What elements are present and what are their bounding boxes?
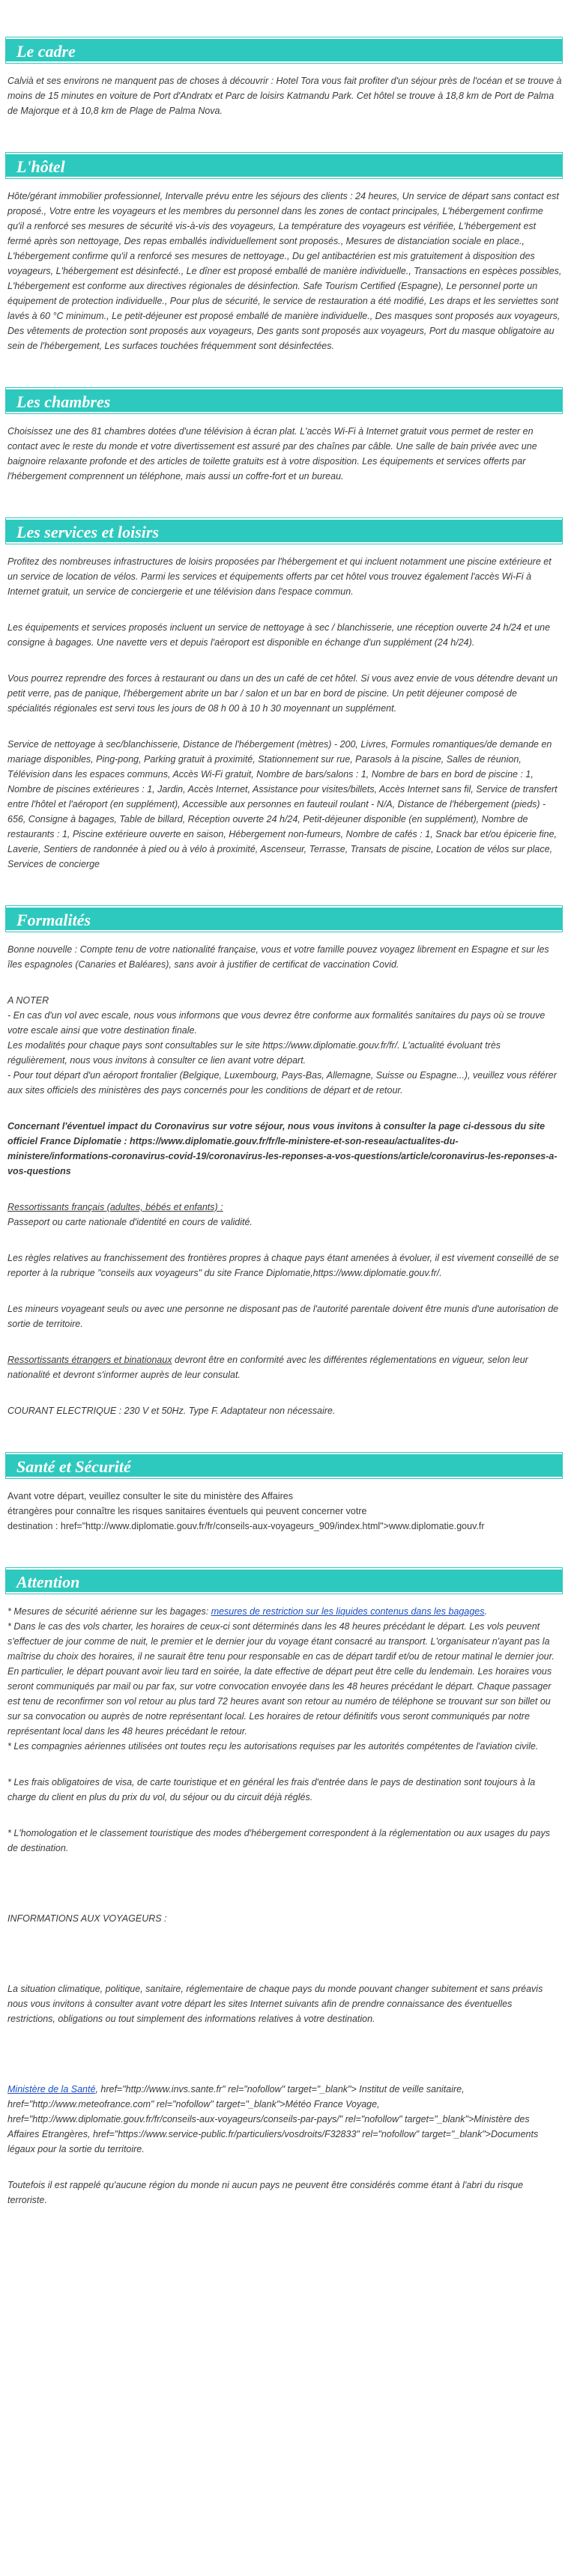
section-cadre — [6, 37, 562, 118]
coronavirus-notice: Concernant l'éventuel impact du Coronavirus sur votre séjour, nous vous invitons à consulter la page ci-dessous du site officiel France Diplomatie : https://www.diplomatie.gouv.fr/fr/le-ministere-et-son-reseau/actualites-du-ministere/informations-coronavirus-covid-19/coronavirus-les-reponses-a-vos-questions/article/coronavirus-les-reponses-a-vos-questions — [7, 1121, 558, 1176]
mandatory-fees: * Les frais obligatoires de visa, de carte touristique et en général les frais d'entrée dans le pays de destination sont toujours à la charge du client en plus du prix du vol, du séjour ou du circuit déjà réglés. — [7, 1777, 536, 1802]
situation-line: nous vous invitons à consulter avant votre départ les sites Internet suivants afin de prendre connaissance des éventuelles restrictions, obligations ou tout simplement des informations relatives à votre destination. — [7, 1999, 513, 2024]
section-formalites — [6, 906, 562, 1418]
border-rules: Les règles relatives au franchissement des frontières propres à chaque pays étant amenées à évoluer, il est vivement conseillé de se reporter à la rubrique "conseils aux voyageurs" du site France Diplomatie,https://www.diplomatie.gouv.fr/. — [7, 1253, 559, 1278]
services-paragraph: Les équipements et services proposés incluent un service de nettoyage à sec / blanchisserie, une réception ouverte 24 h/24 et une consigne à bagages. Une navette vers et depuis l'aéroport est disponible en échange d'un supplément (24 h/24). — [7, 622, 551, 648]
spacer — [7, 1764, 562, 1775]
baggage-measures — [7, 1604, 562, 1619]
minors-rules: Les mineurs voyageant seuls ou avec une personne ne disposant pas de l'autorité parentale doivent être munis d'une autorisation de sortie de territoire. — [7, 1304, 559, 1329]
situation-text — [7, 1981, 562, 2026]
spacer — [7, 1108, 562, 1119]
baggage-suffix: . — [484, 1606, 487, 1617]
spacer — [7, 1866, 562, 1911]
note-line: A NOTER — [7, 995, 49, 1006]
liquid-restrictions-link[interactable]: mesures de restriction sur les liquides contenus dans les bagages — [211, 1606, 485, 1617]
section-body-formalites — [6, 932, 562, 1418]
ministry-health-link[interactable]: Ministère de la Santé — [7, 2084, 96, 2094]
section-title-formalites: Formalités — [6, 906, 562, 932]
hotel-text: Hôte/gérant immobilier professionnel, Intervalle prévu entre les séjours des clients : 24 heures, Un service de départ sans contact est proposé., Votre entre les voyageurs et les membres du personnel dans les zones de contact principales, L'hébergement confirme qu'il a renforcé ses mesures de sécurité vis-à-vis des voyageurs, La température des voyageurs est vérifiée, L'hébergement est fermé après son nettoyage, Des repas emballés individuellement sont proposés., Mesures de distanciation sociale en place., L'hébergement confirme qu'il a renforcé ses mesures de nettoyage., Du gel antibactérien est mis gratuitement à disposition des voyageurs, L'hébergement est désinfecté., Le dîner est proposé emballé de manière individuelle., Transactions en espèces possibles, L'hébergement est conforme aux directives régionales de désinfection. Safe Tourism Certified (Espagne), Le personnel porte un équipement de protection individuelle., Pour plus de sécurité, le service de restauration a été modifié, Les draps et les serviettes sont lavés à 60 °C minimum., Le petit-déjeuner est proposé emballé de manière individuelle., Des masques sont proposés aux voyageurs, Des vêtements de protection sont proposés aux voyageurs, Des gants sont proposés aux voyageurs, Port du masque obligatoire au sein de l'hébergement, Les surfaces touchées fréquemment sont désinfectées. — [7, 191, 562, 351]
charter-schedule: * Dans le cas des vols charter, les horaires de ceux-ci sont déterminés dans les 48 heures précédant le départ. Les vols peuvent s'effectuer de jour comme de nuit, le premier et le dernier jour du voyage étant consacré au transport. L'organisateur n'ayant pas la maîtrise du choix des horaires, il ne saurait être tenu pour responsable en cas de départ tardif et/ou de retour matinal le dernier jour. En particulier, le départ pouvant avoir lieu tard en soirée, la date effective de départ peut être celle du lendemain. Les horaires vous seront communiqués par mail ou par fax, sur votre convocation envoyée dans les 48 heures précédant le départ. Chaque passager est tenu de reconfirmer son vol retour au plus tard 72 heures avant son retour au numéro de téléphone se trouvant sur son billet ou sur sa convocation ou auprès de notre représentant local. Les horaires de retour définitifs vous seront communiqués par notre représentant local dans les 48 heures précédant le retour. — [7, 1621, 555, 1737]
attention-main — [7, 1604, 562, 1754]
section-body-chambres — [6, 413, 562, 484]
spacer — [7, 1393, 562, 1403]
formalites-note — [7, 993, 562, 1098]
foreign-nationals — [7, 1352, 562, 1382]
sante-line: étrangères pour connaître les risques sanitaires éventuels qui peuvent concerner votre — [7, 1506, 367, 1516]
section-title-services: Les services et loisirs — [6, 518, 562, 544]
sante-text — [7, 1489, 562, 1534]
useful-links — [7, 2082, 562, 2157]
sante-line: destination : href="http://www.diplomatie.gouv.fr/fr/conseils-aux-voyageurs_909/index.html">www.diplomatie.gouv.fr — [7, 1521, 485, 1531]
section-title-attention: Attention — [6, 1568, 562, 1594]
spacer — [7, 1291, 562, 1301]
services-paragraph: Vous pourrez reprendre des forces à restaurant ou dans un des un café de cet hôtel. Si vous avez envie de vous détendre devant un petit verre, pas de panique, l'hébergement abrite un bar / salon et un bar en bord de piscine. Un petit déjeuner composé de spécialités régionales est servi tous les jours de 08 h 00 à 10 h 30 moyennant un supplément. — [7, 673, 558, 714]
spacer — [7, 726, 562, 737]
sante-line: Avant votre départ, veuillez consulter le site du ministère des Affaires — [7, 1491, 293, 1501]
section-body-attention — [6, 1594, 562, 2208]
section-hotel — [6, 153, 562, 353]
french-nationals-heading: Ressortissants français (adultes, bébés et enfants) : — [7, 1202, 223, 1212]
section-title-sante: Santé et Sécurité — [6, 1453, 562, 1478]
services-paragraph: Profitez des nombreuses infrastructures de loisirs proposées par l'hébergement et qui incluent notamment une piscine extérieure et un service de location de vélos. Parmi les services et équipements offerts par cet hôtel vous trouvez également l'accès Wi-Fi à Internet gratuit, un service de conciergerie et une télévision dans l'espace commun. — [7, 556, 552, 597]
section-body-services — [6, 544, 562, 872]
note-line: - En cas d'un vol avec escale, nous vous informons que vous devrez être conforme aux formalités sanitaires du pays où se trouve votre escale ainsi que votre destination finale. — [7, 1010, 546, 1036]
spacer — [7, 1189, 562, 1200]
section-title-chambres: Les chambres — [6, 388, 562, 413]
chambres-text: Choisissez une des 81 chambres dotées d'une télévision à écran plat. L'accès Wi-Fi à Internet gratuit vous permet de rester en contact avec le reste du monde et votre divertissement est assuré par des chaînes par câble. Une salle de bain privée avec une baignoire relaxante profonde et des articles de toilette gratuits est à votre disposition. Les équipements et services offerts par l'hébergement comprennent un téléphone, mais aussi un coffre-fort et un bureau. — [7, 426, 537, 482]
spacer — [7, 610, 562, 620]
spacer — [7, 982, 562, 993]
situation-line: La situation climatique, politique, sanitaire, réglementaire de chaque pays du monde pouvant changer subitement et sans préavis — [7, 1984, 543, 1994]
section-body-cadre — [6, 63, 562, 118]
spacer — [7, 1936, 562, 1981]
note-line: Les modalités pour chaque pays sont consultables sur le site https://www.diplomatie.gouv.fr/fr/. L'actualité évoluant très régulièrement, nous vous invitons à consulter ce lien avant votre départ. — [7, 1040, 501, 1066]
formalites-good-news: Bonne nouvelle : Compte tenu de votre nationalité française, vous et votre famille pouvez voyagez librement en Espagne et sur les îles espagnoles (Canaries et Baléares), sans avoir à justifier de certificat de vaccination Covid. — [7, 944, 549, 970]
foreign-nationals-text: devront être en conformité avec les différentes réglementations en vigueur, selon leur nationalité et devront s'informer auprès de leur consulat. — [7, 1355, 528, 1380]
spacer — [7, 1342, 562, 1352]
electric-current: COURANT ELECTRIQUE : 230 V et 50Hz. Type F. Adaptateur non nécessaire. — [7, 1406, 336, 1416]
baggage-prefix: * Mesures de sécurité aérienne sur les bagages: — [7, 1606, 211, 1617]
spacer — [7, 1240, 562, 1251]
section-title-cadre: Le cadre — [6, 37, 562, 63]
page — [0, 37, 568, 2208]
section-body-sante — [6, 1478, 562, 1534]
cadre-text: Calvià et ses environs ne manquent pas de choses à découvrir : Hotel Tora vous fait profiter d'un séjour près de l'océan et se trouve à moins de 15 minutes en voiture de Port d'Andratx et Parc de loisirs Katmandu Park. Cet hôtel se trouve à 18,8 km de Port de Palma de Majorque et à 10,8 km de Plage de Palma Nova. — [7, 76, 562, 116]
section-services — [6, 518, 562, 872]
foreign-nationals-heading: Ressortissants étrangers et binationaux — [7, 1355, 172, 1365]
french-nationals — [7, 1200, 562, 1230]
spacer — [7, 2167, 562, 2178]
section-attention — [6, 1568, 562, 2208]
spacer — [7, 660, 562, 671]
section-chambres — [6, 388, 562, 484]
note-line: - Pour tout départ d'un aéroport frontalier (Belgique, Luxembourg, Pays-Bas, Allemagne, Suisse ou Espagne...), veuillez vous référer aux sites officiels des ministères des pays concernés pour les conditions de départ et de retour. — [7, 1070, 557, 1096]
airlines-authorisation: * Les compagnies aériennes utilisées ont toutes reçu les autorisations requises par les autorités compétentes de l'aviation civile. — [7, 1741, 539, 1752]
french-nationals-text: Passeport ou carte nationale d'identité en cours de validité. — [7, 1217, 253, 1227]
section-body-hotel — [6, 178, 562, 353]
section-sante — [6, 1453, 562, 1534]
useful-links-text: , href="http://www.invs.sante.fr" rel="nofollow" target="_blank"> Institut de veille sanitaire, href="http://www.meteofrance.com" rel="nofollow" target="_blank">Météo France Voyage, href="http://www.diplomatie.gouv.fr/fr/conseils-aux-voyageurs/conseils-par-pays/" rel="nofollow" target="_blank">Ministère des Affaires Etrangères, href="https://www.service-public.fr/particuliers/vosdroits/F32833" rel="nofollow" target="_blank">Documents légaux pour la sortie du territoire. — [7, 2084, 539, 2154]
terror-risk: Toutefois il est rappelé qu'aucune région du monde ni aucun pays ne peuvent être considérés comme étant à l'abri du risque terroriste. — [7, 2180, 524, 2205]
spacer — [7, 2037, 562, 2082]
info-heading: INFORMATIONS AUX VOYAGEURS : — [7, 1913, 167, 1924]
spacer — [7, 1815, 562, 1826]
section-title-hotel: L'hôtel — [6, 153, 562, 178]
homologation: * L'homologation et le classement touristique des modes d'hébergement correspondent à la réglementation ou aux usages du pays de destination. — [7, 1828, 550, 1853]
services-list: Service de nettoyage à sec/blanchisserie, Distance de l'hébergement (mètres) - 200, Livres, Formules romantiques/de demande en mariage disponibles, Ping-pong, Parking gratuit à proximité, Stationnement sur rue, Parasols à la piscine, Salles de réunion, Télévision dans les espaces communs, Accès Wi-Fi gratuit, Nombre de bars/salons : 1, Nombre de bars en bord de piscine : 1, Nombre de piscines extérieures : 1, Jardin, Accès Internet, Assistance pour visites/billets, Accès Internet sans fil, Service de transfert entre l'hôtel et l'aéroport (en supplément), Accessible aux personnes en fauteuil roulant - N/A, Distance de l'hébergement (pieds) - 656, Consigne à bagages, Table de billard, Réception ouverte 24 h/24, Petit-déjeuner disponible (en supplément), Nombre de restaurants : 1, Piscine extérieure ouverte en saison, Hébergement non-fumeurs, Nombre de cafés : 1, Snack bar et/ou épicerie fine, Laverie, Sentiers de randonnée à pied ou à vélo à proximité, Ascenseur, Terrasse, Transats de piscine, Location de vélos sur place, Services de concierge — [7, 739, 558, 869]
